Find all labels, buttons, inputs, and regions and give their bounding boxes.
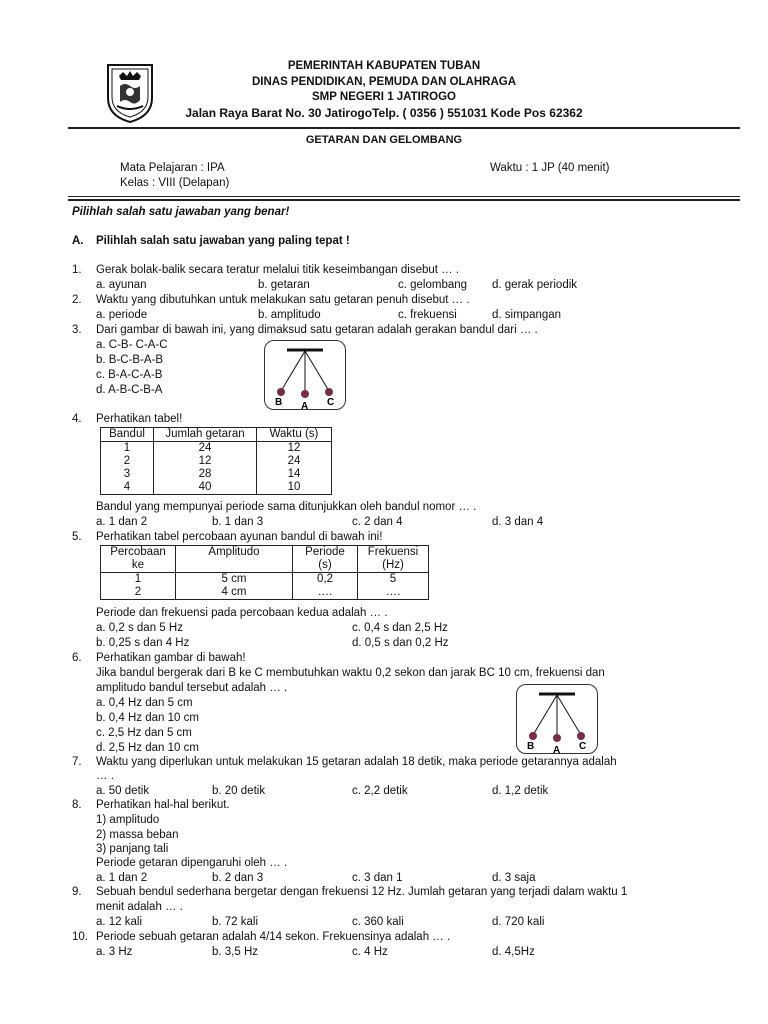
q5-header-cell: Amplitudo — [176, 546, 293, 560]
q7-option-d: d. 1,2 detik — [492, 785, 549, 797]
q3-option-b: b. B-C-B-A-B — [96, 354, 164, 366]
q2-option-a: a. periode — [96, 309, 148, 321]
time-label: Waktu : 1 JP (40 menit) — [490, 162, 610, 174]
q9-option-d: d. 720 kali — [492, 916, 545, 928]
pendulum-label-b: B — [527, 741, 535, 752]
q5-option-b: b. 0,25 s dan 4 Hz — [96, 637, 190, 649]
q4-cell: 2 — [101, 455, 154, 468]
q4-cell: 10 — [257, 481, 332, 495]
q4-option-a: a. 1 dan 2 — [96, 516, 148, 528]
q2-text: Waktu yang dibutuhkan untuk melakukan satu getaran penuh disebut … . — [96, 294, 470, 306]
q5-header-cell: Frekuensi — [358, 546, 429, 560]
q9-text: Sebuah bendul sederhana bergetar dengan frekuensi 12 Hz. Jumlah getaran yang terjadi dalam waktu 1 — [96, 886, 628, 898]
pendulum-diagram-1 — [264, 340, 346, 410]
q8-option-d: d. 3 saja — [492, 872, 536, 884]
q5-header-cell: ke — [101, 559, 176, 573]
q2-option-b: b. amplitudo — [258, 309, 321, 321]
q7-text-line2: … . — [96, 770, 114, 782]
pendulum-label-a: A — [553, 745, 561, 753]
q6-text-line2: Jika bandul bergerak dari B ke C membutuhkan waktu 0,2 sekon dan jarak BC 10 cm, frekuensi dan — [96, 667, 605, 679]
q4-cell: 24 — [257, 455, 332, 468]
q6-number: 6. — [72, 652, 82, 664]
q4-cell: 3 — [101, 468, 154, 481]
q1-option-d: d. gerak periodik — [492, 279, 578, 291]
q5-question: Periode dan frekuensi pada percobaan kedua adalah … . — [96, 607, 388, 619]
q8-question: Periode getaran dipengaruhi oleh … . — [96, 857, 288, 869]
q5-cell: …. — [358, 586, 429, 600]
pendulum-label-a: A — [301, 401, 309, 409]
header-rule — [68, 127, 740, 129]
q4-cell: 28 — [154, 468, 257, 481]
q4-cell: 24 — [154, 442, 257, 456]
header-line-1: PEMERINTAH KABUPATEN TUBAN — [287, 60, 481, 72]
q4-table — [100, 427, 332, 495]
q10-number: 10. — [72, 931, 88, 943]
section-a-title: Pilihlah salah satu jawaban yang paling tepat ! — [96, 235, 350, 247]
q6-option-a: a. 0,4 Hz dan 5 cm — [96, 697, 193, 709]
q1-text: Gerak bolak-balik secara teratur melalui titik keseimbangan disebut … . — [96, 264, 460, 276]
q9-option-c: c. 360 kali — [352, 916, 404, 928]
q3-text: Dari gambar di bawah ini, yang dimaksud satu getaran adalah gerakan bandul dari … . — [96, 324, 538, 336]
q10-option-a: a. 3 Hz — [96, 946, 133, 958]
q5-cell: 2 — [101, 586, 176, 600]
q5-cell: 5 cm — [176, 573, 293, 587]
q4-header-cell: Bandul — [101, 428, 154, 442]
q5-text: Perhatikan tabel percobaan ayunan bandul di bawah ini! — [96, 531, 383, 543]
q5-header-cell: Periode — [293, 546, 358, 560]
meta-rule-1 — [68, 196, 740, 197]
q6-text-line3: amplitudo bandul tersebut adalah … . — [96, 682, 288, 694]
q3-number: 3. — [72, 324, 82, 336]
q5-cell: 1 — [101, 573, 176, 587]
q5-cell: 0,2 — [293, 573, 358, 587]
q5-number: 5. — [72, 531, 82, 543]
q7-option-b: b. 20 detik — [212, 785, 266, 797]
exam-title: GETARAN DAN GELOMBANG — [305, 134, 463, 146]
q9-option-b: b. 72 kali — [212, 916, 259, 928]
class-label: Kelas : VIII (Delapan) — [120, 177, 230, 189]
pendulum-label-b: B — [275, 397, 283, 408]
q10-text: Periode sebuah getaran adalah 4/14 sekon. Frekuensinya adalah … . — [96, 931, 451, 943]
q3-option-d: d. A-B-C-B-A — [96, 384, 163, 396]
q8-number: 8. — [72, 799, 82, 811]
q5-option-c: c. 0,4 s dan 2,5 Hz — [352, 622, 448, 634]
q5-option-d: d. 0,5 s dan 0,2 Hz — [352, 637, 449, 649]
q4-cell: 1 — [101, 442, 154, 456]
pendulum-label-c: C — [327, 397, 335, 408]
q8-item-2: 2) massa beban — [96, 829, 179, 841]
q8-option-a: a. 1 dan 2 — [96, 872, 148, 884]
q4-cell: 4 — [101, 481, 154, 495]
q9-text-line2: menit adalah … . — [96, 901, 183, 913]
q7-text: Waktu yang diperlukan untuk melakukan 15 getaran adalah 18 detik, maka periode getarannya adalah — [96, 756, 617, 768]
q6-text: Perhatikan gambar di bawah! — [96, 652, 246, 664]
q1-option-c: c. gelombang — [398, 279, 468, 291]
q4-number: 4. — [72, 413, 82, 425]
q4-header-cell: Jumlah getaran — [154, 428, 257, 442]
q8-option-b: b. 2 dan 3 — [212, 872, 264, 884]
q8-option-c: c. 3 dan 1 — [352, 872, 403, 884]
q10-option-b: b. 3,5 Hz — [212, 946, 259, 958]
q4-cell: 40 — [154, 481, 257, 495]
meta-rule-2 — [68, 199, 740, 201]
q5-option-a: a. 0,2 s dan 5 Hz — [96, 622, 183, 634]
q4-option-d: d. 3 dan 4 — [492, 516, 544, 528]
subject-label: Mata Pelajaran : IPA — [120, 162, 225, 174]
q4-question: Bandul yang mempunyai periode sama ditunjukkan oleh bandul nomor … . — [96, 501, 477, 513]
header-address: Jalan Raya Barat No. 30 JatirogoTelp. ( 0356 ) 551031 Kode Pos 62362 — [185, 106, 583, 120]
pendulum-label-c: C — [579, 741, 587, 752]
q2-option-c: c. frekuensi — [398, 309, 457, 321]
q7-option-c: c. 2,2 detik — [352, 785, 408, 797]
section-a-letter: A. — [72, 235, 84, 247]
q5-header-cell: Percobaan — [101, 546, 176, 560]
q10-option-c: c. 4 Hz — [352, 946, 388, 958]
q1-option-a: a. ayunan — [96, 279, 147, 291]
q6-option-d: d. 2,5 Hz dan 10 cm — [96, 742, 199, 754]
q5-table — [100, 545, 429, 600]
pendulum-diagram-2 — [516, 684, 598, 754]
q4-text: Perhatikan tabel! — [96, 413, 183, 425]
q9-option-a: a. 12 kali — [96, 916, 143, 928]
q8-text: Perhatikan hal-hal berikut. — [96, 799, 230, 811]
q8-item-1: 1) amplitudo — [96, 814, 160, 826]
q5-cell: 4 cm — [176, 586, 293, 600]
q4-header-cell: Waktu (s) — [257, 428, 332, 442]
header-line-3: SMP NEGERI 1 JATIROGO — [312, 91, 456, 103]
q1-option-b: b. getaran — [258, 279, 310, 291]
q5-cell: …. — [293, 586, 358, 600]
q7-number: 7. — [72, 756, 82, 768]
q7-option-a: a. 50 detik — [96, 785, 150, 797]
q4-option-c: c. 2 dan 4 — [352, 516, 403, 528]
q5-header-cell — [176, 559, 293, 573]
q2-option-d: d. simpangan — [492, 309, 562, 321]
header-line-2: DINAS PENDIDIKAN, PEMUDA DAN OLAHRAGA — [251, 76, 517, 88]
q8-item-3: 3) panjang tali — [96, 843, 169, 855]
q3-option-a: a. C-B- C-A-C — [96, 339, 168, 351]
q4-cell: 14 — [257, 468, 332, 481]
q9-number: 9. — [72, 886, 82, 898]
q2-number: 2. — [72, 294, 82, 306]
q5-cell: 5 — [358, 573, 429, 587]
q5-header-cell: (s) — [293, 559, 358, 573]
q10-option-d: d. 4,5Hz — [492, 946, 535, 958]
q3-option-c: c. B-A-C-A-B — [96, 369, 163, 381]
q6-option-b: b. 0,4 Hz dan 10 cm — [96, 712, 199, 724]
q6-option-c: c. 2,5 Hz dan 5 cm — [96, 727, 192, 739]
q4-cell: 12 — [257, 442, 332, 456]
instruction: Pilihlah salah satu jawaban yang benar! — [72, 206, 290, 218]
q4-cell: 12 — [154, 455, 257, 468]
q1-number: 1. — [72, 264, 82, 276]
q5-header-cell: (Hz) — [358, 559, 429, 573]
q4-option-b: b. 1 dan 3 — [212, 516, 264, 528]
